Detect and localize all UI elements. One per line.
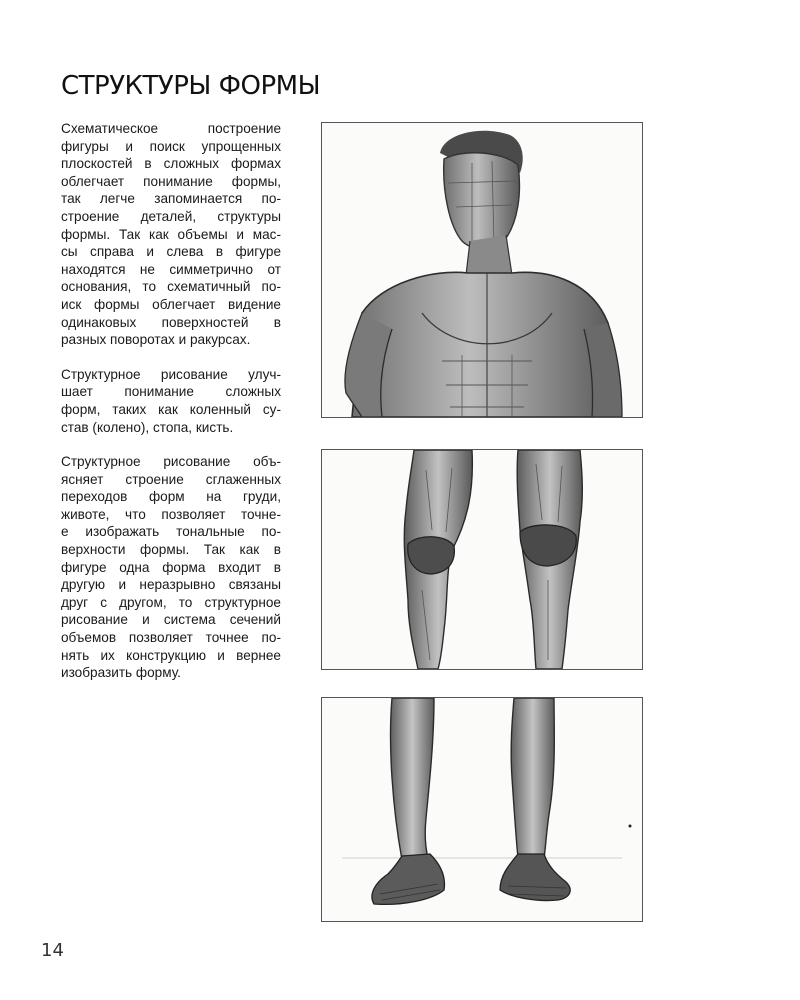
text-line: плоскостей в сложных формах [61,156,281,172]
text-line: изобразить форму. [61,665,181,681]
text-line: Структурное рисование улуч- [61,366,281,382]
knees-sketch-image [322,450,642,669]
text-line: форм, таких как коленный су- [61,401,281,417]
paragraph-3 [61,453,281,682]
feet-sketch-image [322,698,642,921]
text-line: фигуры и поиск упрощенных [61,138,281,154]
text-line: строение деталей, структуры [61,208,281,224]
paragraph-1 [61,120,281,349]
text-line: шает понимание сложных [61,384,281,400]
paragraph-2 [61,366,281,436]
text-line: е изображать тональные по- [61,524,281,540]
text-line: рисование и система сечений [61,612,281,628]
text-line: сы справа и слева в фигуре [61,244,281,260]
text-line: животе, что позволяет точне- [61,506,281,522]
text-line: фигуре одна форма входит в [61,559,281,575]
text-line: объемов позволяет точнее по- [61,630,281,646]
text-line: облегчает понимание формы, [61,173,281,189]
torso-shape [352,272,614,417]
right-foot-shape [500,854,570,901]
text-line: ясняет строение сглаженных [61,471,281,487]
text-line: Структурное рисование объ- [61,454,281,470]
head-shape [444,153,520,249]
text-line: Схематическое построение [61,121,281,136]
text-line: разных поворотах и ракурсах. [61,332,251,348]
text-line: находятся не симметрично от [61,261,281,277]
text-line: нять их конструкцию и вернее [61,647,281,663]
feet-sketch-figure [321,697,643,922]
text-line: формы. Так как объемы и мас- [61,226,281,242]
torso-sketch-image [322,123,642,417]
text-line: друг с другом, то структурное [61,594,281,610]
torso-sketch-figure [321,122,643,418]
page-title: СТРУКТУРЫ ФОРМЫ [61,71,321,101]
right-shin-shape [511,698,554,858]
text-line: другую и неразрывно связаны [61,577,281,593]
text-line: став (колено), стопа, кисть. [61,419,234,435]
text-line: одинаковых поверхностей в [61,314,281,330]
text-line: так легче запоминается по- [61,191,281,207]
left-foot-shape [372,854,445,904]
left-shin-shape [391,698,435,860]
text-line: иск формы облегчает видение [61,296,281,312]
knees-sketch-figure [321,449,643,670]
text-column [61,120,281,699]
text-line: переходов форм на груди, [61,489,281,505]
text-line: основания, то схематичный по- [61,279,281,295]
text-line: верхности формы. Так как в [61,542,281,558]
page-number: 14 [41,940,64,961]
